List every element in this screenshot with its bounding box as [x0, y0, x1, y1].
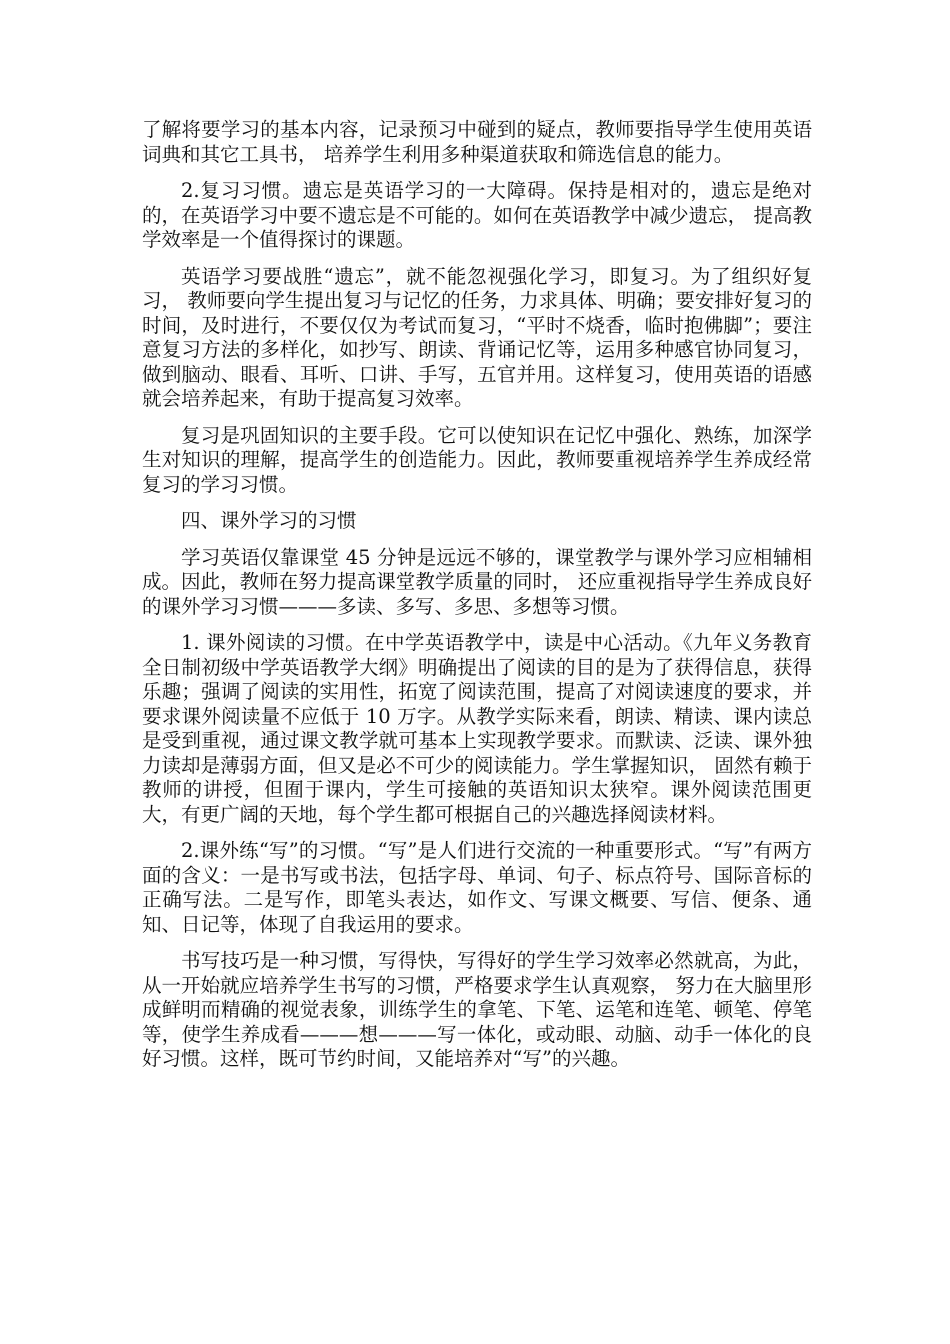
paragraph-review-habit: 2.复习习惯。遗忘是英语学习的一大障碍。保持是相对的，遗忘是绝对的，在英语学习中要不遗忘是不可能的。如何在英语教学中减少遗忘， 提高教学效率是一个值得探讨的课题。 — [142, 179, 812, 251]
paragraph-preview-continuation: 了解将要学习的基本内容，记录预习中碰到的疑点，教师要指导学生使用英语词典和其它工具书， 培养学生利用多种渠道获取和筛选信息的能力。 — [142, 118, 812, 166]
paragraph-reading-habit: 1. 课外阅读的习惯。在中学英语教学中，读是中心活动。《九年义务教育全日制初级中学英语教学大纲》明确提出了阅读的目的是为了获得信息，获得乐趣；强调了阅读的实用性，拓宽了阅读范围，提高了对阅读速度的要求，并要求课外阅读量不应低于 10 万字。从教学实际来看，朗读、精读、课内读总是受到重视，通过课文教学就可基本上实现教学要求。而默读、泛读、课外独力读却是薄弱方面，但又是必不可少的阅读能力。学生掌握知识， 固然有赖于教师的讲授，但囿于课内，学生可接触的英语知识太狭窄。课外阅读范围更大，有更广阔的天地，每个学生都可根据自己的兴趣选择阅读材料。 — [142, 631, 812, 826]
paragraph-handwriting-skill: 书写技巧是一种习惯，写得快，写得好的学生学习效率必然就高，为此，从一开始就应培养学生书写的习惯，严格要求学生认真观察， 努力在大脑里形成鲜明而精确的视觉表象，训练学生的拿笔、下笔、运笔和连笔、顿笔、停笔等，使学生养成看———想———写一体化，或动眼、动脑、动手一体化的良好习惯。这样，既可节约时间，又能培养对“写”的兴趣。 — [142, 949, 812, 1070]
paragraph-overcome-forgetting: 英语学习要战胜“遗忘”，就不能忽视强化学习，即复习。为了组织好复习， 教师要向学生提出复习与记忆的任务，力求具体、明确；要安排好复习的时间，及时进行，不要仅仅为考试而复习，“平时不烧香，临时抱佛脚”；要注意复习方法的多样化，如抄写、朗读、背诵记忆等，运用多种感官协同复习，做到脑动、眼看、耳听、口讲、手写，五官并用。这样复习，使用英语的语感就会培养起来，有助于提高复习效率。 — [142, 264, 812, 410]
document-page — [142, 118, 812, 1084]
paragraph-extracurricular-intro: 学习英语仅靠课堂 45 分钟是远远不够的，课堂教学与课外学习应相辅相成。因此，教师在努力提高课堂教学质量的同时， 还应重视指导学生养成良好的课外学习习惯———多读、多写、多思、多想等习惯。 — [142, 545, 812, 618]
paragraph-review-importance: 复习是巩固知识的主要手段。它可以使知识在记忆中强化、熟练，加深学生对知识的理解，提高学生的创造能力。因此，教师要重视培养学生养成经常复习的学习习惯。 — [142, 423, 812, 496]
section-heading-extracurricular: 四、课外学习的习惯 — [181, 509, 357, 532]
paragraph-writing-habit: 2.课外练“写”的习惯。“写”是人们进行交流的一种重要形式。“写”有两方面的含义：一是书写或书法，包括字母、单词、句子、标点符号、国际音标的正确写法。二是写作，即笔头表达，如作文、写课文概要、写信、便条、通知、日记等，体现了自我运用的要求。 — [142, 839, 812, 936]
